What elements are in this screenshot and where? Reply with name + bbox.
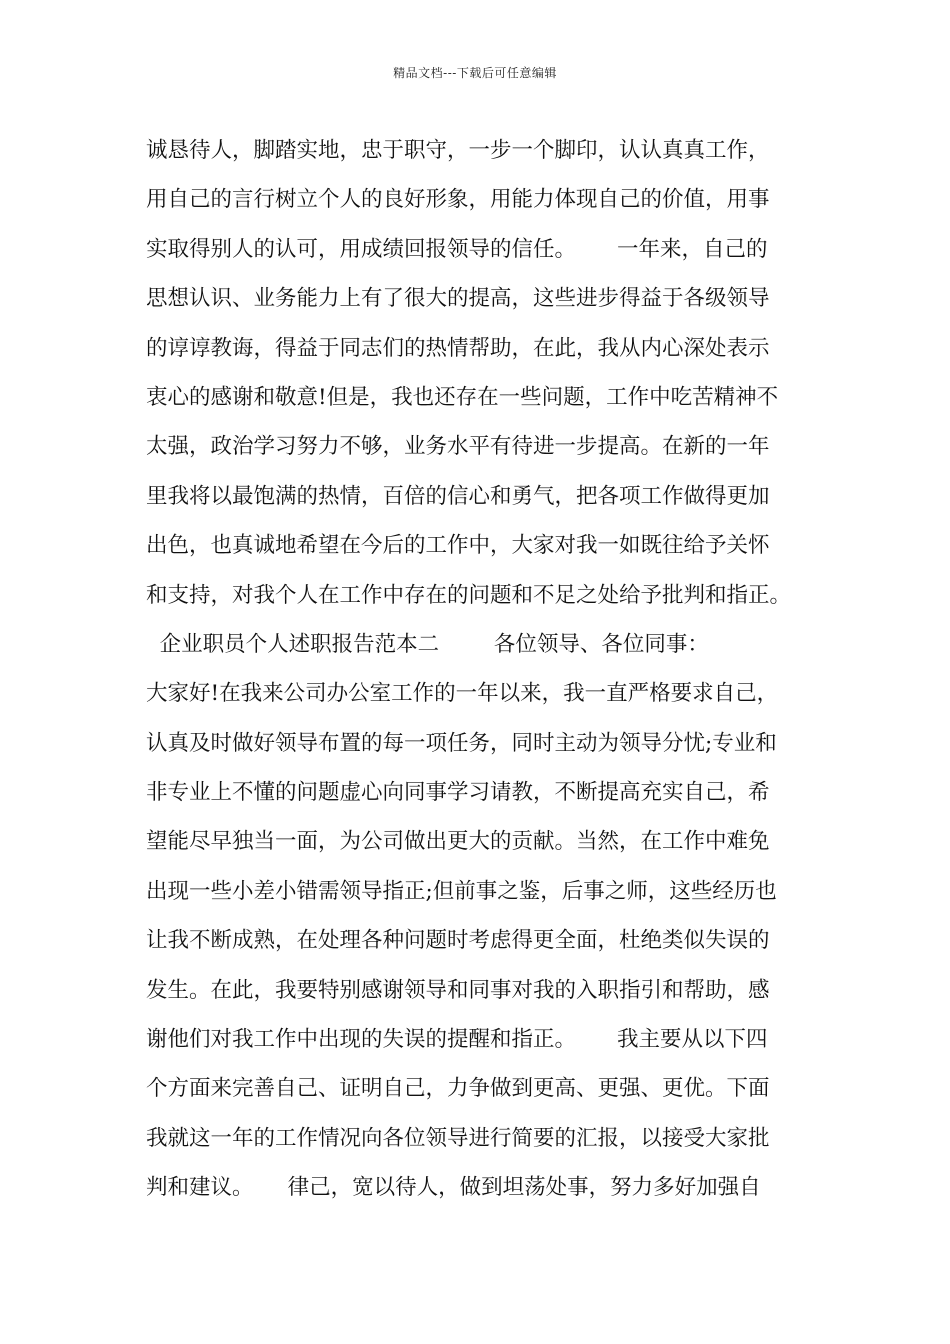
body-line: 我就这一年的工作情况向各位领导进行简要的汇报，以接受大家批 (146, 1125, 770, 1151)
body-line: 太强，政治学习努力不够，业务水平有待进一步提高。在新的一年 (146, 434, 770, 460)
body-line: 用自己的言行树立个人的良好形象，用能力体现自己的价值，用事 (146, 187, 770, 213)
body-line: 大家好!在我来公司办公室工作的一年以来，我一直严格要求自己， (146, 681, 779, 707)
page-header: 精品文档---下载后可任意编辑 (393, 66, 557, 80)
body-line: 判和建议。 律己，宽以待人，做到坦荡处事，努力多好加强自 (146, 1175, 761, 1201)
body-line: 望能尽早独当一面，为公司做出更大的贡献。当然，在工作中难免 (146, 829, 770, 855)
body-line: 个方面来完善自己、证明自己，力争做到更高、更强、更优。下面 (146, 1076, 770, 1102)
body-line: 的谆谆教诲，得益于同志们的热情帮助，在此，我从内心深处表示 (146, 335, 770, 361)
body-line: 非专业上不懂的问题虚心向同事学习请教，不断提高充实自己，希 (146, 780, 770, 806)
body-line: 出现一些小差小错需领导指正;但前事之鉴，后事之师，这些经历也 (146, 878, 777, 904)
body-line: 发生。在此，我要特别感谢领导和同事对我的入职指引和帮助，感 (146, 977, 770, 1003)
body-line: 认真及时做好领导布置的每一项任务，同时主动为领导分忧;专业和 (146, 730, 777, 756)
body-line: 和支持，对我个人在工作中存在的问题和不足之处给予批判和指正。 (146, 582, 792, 608)
body-line: 出色，也真诚地希望在今后的工作中，大家对我一如既往给予关怀 (146, 533, 770, 559)
section-heading-line: 企业职员个人述职报告范本二 各位领导、各位同事： (146, 631, 709, 657)
body-line: 衷心的感谢和敬意!但是，我也还存在一些问题，工作中吃苦精神不 (146, 384, 779, 410)
body-line: 里我将以最饱满的热情，百倍的信心和勇气，把各项工作做得更加 (146, 483, 770, 509)
body-line: 谢他们对我工作中出现的失误的提醒和指正。 我主要从以下四 (146, 1027, 768, 1053)
body-line: 实取得别人的认可，用成绩回报领导的信任。 一年来，自己的 (146, 236, 768, 262)
body-line: 让我不断成熟，在处理各种问题时考虑得更全面，杜绝类似失误的 (146, 928, 770, 954)
body-line: 诚恳待人，脚踏实地，忠于职守，一步一个脚印，认认真真工作， (146, 138, 770, 163)
document-body (146, 126, 816, 1213)
body-line: 思想认识、业务能力上有了很大的提高，这些进步得益于各级领导 (146, 286, 770, 312)
